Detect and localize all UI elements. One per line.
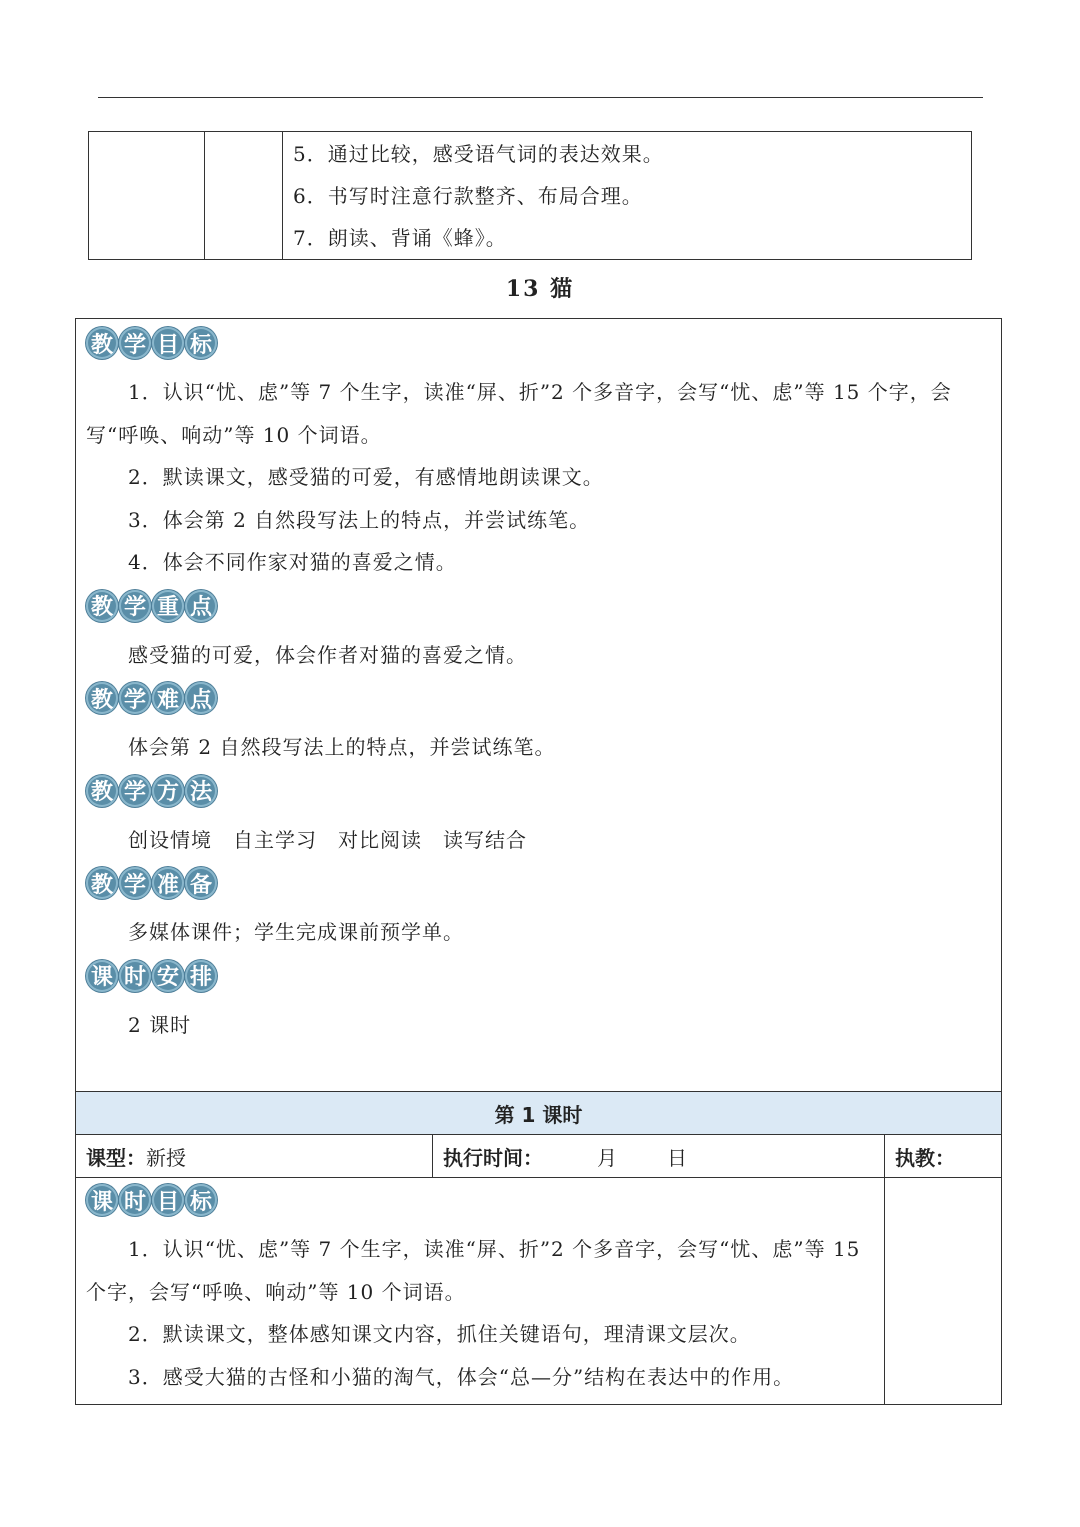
empty-cell [205, 132, 283, 260]
badge-char: 课 [86, 960, 118, 992]
key-points-badge [86, 590, 989, 630]
header-rule [98, 97, 983, 98]
badge-char: 重 [152, 590, 184, 622]
goal-item: 1．认识“忧、虑”等 7 个生字，读准“屏、折”2 个多音字，会写“忧、虑”等 15 个字，会写“呼唤、响动”等 10 个词语。 [86, 380, 952, 447]
goal-item: 2．默读课文，感受猫的可爱，有感情地朗读课文。 [128, 465, 604, 489]
period-goal-item: 3．感受大猫的古怪和小猫的淘气，体会“总—分”结构在表达中的作用。 [128, 1364, 795, 1389]
lesson-plan-table [75, 318, 1002, 1405]
key-points-section [86, 590, 989, 677]
previous-lesson-table [88, 131, 972, 260]
period-goal-item: 2．默读课文，整体感知课文内容，抓住关键语句，理清课文层次。 [128, 1322, 751, 1346]
lesson-type-value: 新授 [146, 1145, 186, 1170]
badge-char: 难 [152, 682, 184, 714]
period-goals-badge [86, 1184, 872, 1224]
badge-char: 标 [185, 1184, 217, 1216]
badge-char: 目 [152, 1184, 184, 1216]
list-item: 6．书写时注意行款整齐、布局合理。 [293, 184, 643, 208]
key-points-text: 感受猫的可爱，体会作者对猫的喜爱之情。 [128, 642, 527, 667]
teacher-label: 执教： [895, 1145, 955, 1170]
period-goals-cell [76, 1178, 885, 1405]
notes-cell [885, 1178, 1002, 1405]
goal-item: 4．体会不同作家对猫的喜爱之情。 [128, 550, 457, 574]
preparation-badge [86, 867, 989, 907]
schedule-badge [86, 960, 989, 1000]
execution-time-cell [433, 1135, 885, 1178]
badge-char: 时 [119, 1184, 151, 1216]
lesson-type-cell [76, 1135, 433, 1178]
badge-char: 法 [185, 775, 217, 807]
list-item: 7．朗读、背诵《蜂》。 [293, 226, 507, 250]
goals-continued-cell [283, 132, 972, 260]
badge-char: 点 [185, 590, 217, 622]
schedule-section [86, 960, 989, 1047]
badge-char: 点 [185, 682, 217, 714]
difficulties-section [86, 682, 989, 769]
badge-char: 教 [86, 775, 118, 807]
teaching-goals-badge [86, 327, 989, 367]
badge-char: 教 [86, 682, 118, 714]
month-label: 月 [597, 1145, 617, 1170]
badge-char: 准 [152, 867, 184, 899]
badge-char: 学 [119, 775, 151, 807]
preparation-text: 多媒体课件；学生完成课前预学单。 [128, 920, 464, 944]
teaching-goals-section [86, 327, 989, 584]
badge-char: 标 [185, 327, 217, 359]
methods-section [86, 775, 989, 862]
badge-char: 目 [152, 327, 184, 359]
badge-char: 学 [119, 327, 151, 359]
difficulties-badge [86, 682, 989, 722]
badge-char: 教 [86, 867, 118, 899]
methods-text: 创设情境 自主学习 对比阅读 读写结合 [128, 827, 527, 852]
badge-char: 课 [86, 1184, 118, 1216]
badge-char: 学 [119, 590, 151, 622]
period-title: 第 1 课时 [76, 1092, 1002, 1135]
badge-char: 教 [86, 590, 118, 622]
empty-cell [89, 132, 205, 260]
preparation-section [86, 867, 989, 954]
lesson-title: 13 猫 [505, 276, 575, 302]
badge-char: 排 [185, 960, 217, 992]
list-item: 5．通过比较，感受语气词的表达效果。 [293, 142, 664, 166]
lesson-type-label: 课型： [86, 1145, 146, 1170]
difficulties-text: 体会第 2 自然段写法上的特点，并尝试练笔。 [128, 735, 556, 759]
day-label: 日 [667, 1145, 687, 1170]
badge-char: 方 [152, 775, 184, 807]
goal-item: 3．体会第 2 自然段写法上的特点，并尝试练笔。 [128, 507, 591, 532]
badge-char: 学 [119, 867, 151, 899]
badge-char: 学 [119, 682, 151, 714]
methods-badge [86, 775, 989, 815]
badge-char: 备 [185, 867, 217, 899]
badge-char: 时 [119, 960, 151, 992]
period-goal-item: 1．认识“忧、虑”等 7 个生字，读准“屏、折”2 个多音字，会写“忧、虑”等 15 个字，会写“呼唤、响动”等 10 个词语。 [86, 1237, 861, 1304]
lesson-overview-cell [76, 319, 1002, 1092]
schedule-text: 2 课时 [128, 1012, 192, 1037]
badge-char: 教 [86, 327, 118, 359]
execution-time-label: 执行时间： [443, 1145, 543, 1170]
teacher-cell [885, 1135, 1002, 1178]
badge-char: 安 [152, 960, 184, 992]
